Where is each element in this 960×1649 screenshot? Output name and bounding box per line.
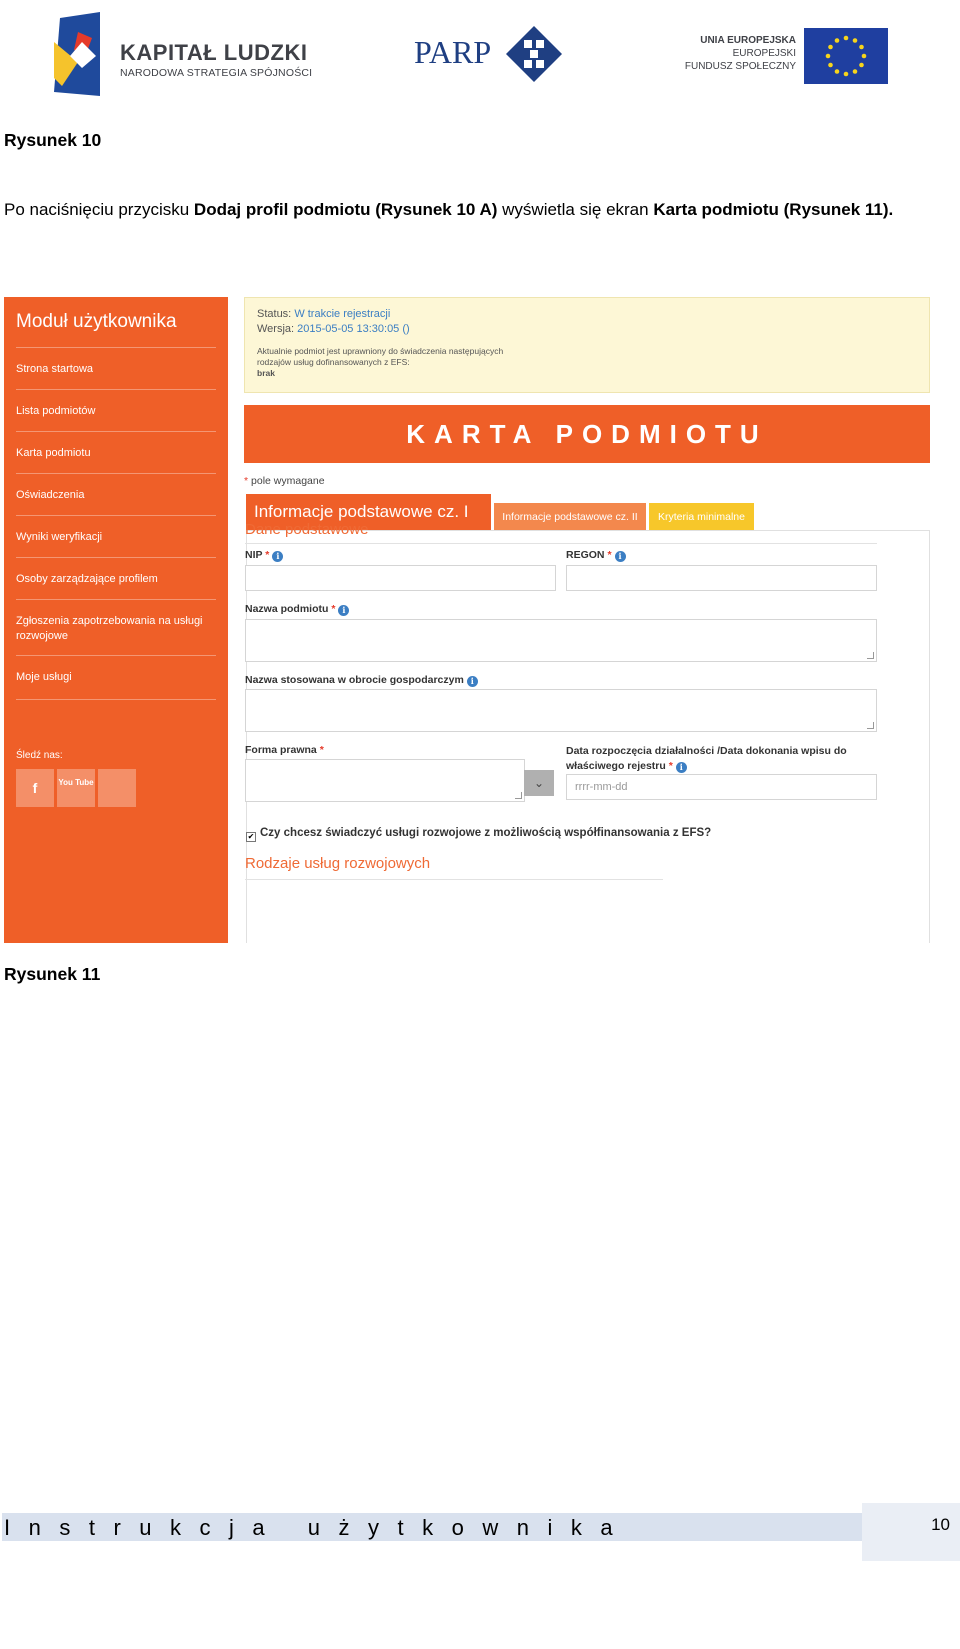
user-module-sidebar bbox=[4, 297, 228, 943]
required-star: * bbox=[607, 549, 612, 561]
sidebar-title: Moduł użytkownika bbox=[16, 311, 177, 332]
tab-minimum-criteria[interactable]: Kryteria minimalne bbox=[649, 503, 754, 531]
sidebar-item-verification-results[interactable] bbox=[16, 515, 216, 558]
required-star: * bbox=[265, 549, 270, 561]
trade-name-textarea[interactable] bbox=[245, 689, 877, 732]
info-icon[interactable]: i bbox=[272, 551, 283, 562]
youtube-icon[interactable]: You Tube bbox=[57, 769, 95, 807]
sidebar-divider bbox=[16, 699, 216, 701]
eu-line-1: UNIA EUROPEJSKA bbox=[700, 35, 796, 46]
start-date-label bbox=[566, 744, 847, 774]
kapital-ludzki-subtitle: NARODOWA STRATEGIA SPÓJNOŚCI bbox=[120, 67, 313, 79]
required-fields-note bbox=[244, 475, 325, 487]
sidebar-item-declarations[interactable] bbox=[16, 473, 216, 516]
required-note-text: pole wymagane bbox=[251, 475, 325, 487]
follow-us-label: Śledź nas: bbox=[16, 750, 63, 761]
status-line bbox=[257, 308, 390, 320]
section-divider bbox=[245, 543, 877, 544]
sidebar-item-label: Osoby zarządzające profilem bbox=[16, 573, 158, 585]
resize-handle-icon[interactable] bbox=[867, 652, 874, 659]
social-placeholder-icon[interactable] bbox=[98, 769, 136, 807]
status-value: W trakcie rejestracji bbox=[294, 308, 391, 320]
footer-text: Instrukcja użytkownika bbox=[4, 1515, 632, 1540]
info-icon[interactable]: i bbox=[338, 605, 349, 616]
status-box bbox=[244, 297, 930, 393]
parp-wordmark: PARP bbox=[414, 34, 492, 70]
info-icon[interactable]: i bbox=[615, 551, 626, 562]
tab-basic-info-part-2[interactable]: Informacje podstawowe cz. II bbox=[494, 503, 646, 531]
eu-flag-icon bbox=[804, 28, 888, 84]
resize-handle-icon[interactable] bbox=[867, 722, 874, 729]
eu-text bbox=[685, 34, 796, 73]
nip-label-text: NIP bbox=[245, 549, 263, 561]
regon-label-text: REGON bbox=[566, 549, 605, 561]
efs-checkbox[interactable]: ✔ bbox=[247, 832, 255, 841]
regon-input[interactable] bbox=[566, 565, 877, 591]
facebook-icon[interactable]: f bbox=[16, 769, 54, 807]
eligibility-note-text: Aktualnie podmiot jest uprawniony do świadczenia następujących rodzajów usług dofinansowanych z EFS: bbox=[257, 346, 504, 367]
page-title: KARTA PODMIOTU bbox=[244, 405, 930, 463]
kapital-ludzki-emblem-icon bbox=[52, 12, 104, 96]
sidebar-item-label: Wyniki weryfikacji bbox=[16, 531, 103, 543]
entity-name-textarea[interactable] bbox=[245, 619, 877, 662]
section-title-basic-data: Dane podstawowe bbox=[245, 521, 369, 538]
form-panel bbox=[246, 530, 930, 943]
version-line bbox=[257, 323, 410, 335]
tab-basic-info-part-1[interactable]: Informacje podstawowe cz. I bbox=[246, 494, 491, 530]
sidebar-item-label: Moje usługi bbox=[16, 671, 72, 683]
eu-line-3: FUNDUSZ SPOŁECZNY bbox=[684, 61, 796, 72]
caption-figure-11: Rysunek 11 bbox=[4, 964, 101, 984]
chevron-down-icon[interactable]: ⌄ bbox=[524, 770, 554, 796]
required-star: * bbox=[244, 475, 249, 487]
start-date-input[interactable]: rrrr-mm-dd bbox=[566, 774, 877, 800]
page-number: 10 bbox=[931, 1515, 950, 1534]
karta-podmiotu-screenshot bbox=[4, 297, 930, 943]
sidebar-item-demand-reports[interactable] bbox=[16, 599, 216, 656]
parp-logo bbox=[414, 26, 564, 82]
caption-figure-10: Rysunek 10 bbox=[4, 130, 102, 150]
sidebar-item-my-services[interactable] bbox=[16, 655, 216, 700]
paragraph-text-1: Po naciśnięciu przycisku bbox=[4, 200, 194, 219]
nip-label bbox=[245, 549, 283, 562]
required-star: * bbox=[331, 603, 336, 615]
entity-name-label-text: Nazwa podmiotu bbox=[245, 603, 329, 615]
trade-name-label bbox=[245, 674, 478, 687]
section-title-service-types: Rodzaje usług rozwojowych bbox=[245, 855, 431, 872]
version-label: Wersja: bbox=[257, 323, 295, 335]
sidebar-item-label: Karta podmiotu bbox=[16, 447, 91, 459]
efs-checkbox-label: Czy chcesz świadczyć usługi rozwojowe z możliwością współfinansowania z EFS? bbox=[260, 827, 712, 839]
kapital-ludzki-title: KAPITAŁ LUDZKI bbox=[120, 40, 308, 65]
version-value: 2015-05-05 13:30:05 () bbox=[297, 323, 410, 335]
required-star: * bbox=[319, 744, 324, 756]
required-star: * bbox=[668, 760, 673, 772]
legal-form-label-text: Forma prawna bbox=[245, 744, 317, 756]
sidebar-item-profile-managers[interactable] bbox=[16, 557, 216, 600]
sidebar-item-label: Lista podmiotów bbox=[16, 405, 96, 417]
kapital-ludzki-logo bbox=[52, 10, 312, 100]
paragraph-bold-1: Dodaj profil podmiotu (Rysunek 10 A) bbox=[193, 200, 498, 219]
sidebar-item-entity-card[interactable] bbox=[16, 431, 216, 474]
status-label: Status: bbox=[257, 308, 292, 320]
legal-form-label bbox=[245, 744, 324, 756]
paragraph-text-2: wyświetla się ekran bbox=[497, 200, 654, 219]
info-icon[interactable]: i bbox=[676, 762, 687, 773]
resize-handle-icon[interactable] bbox=[515, 792, 522, 799]
start-date-label-line-2: właściwego rejestru bbox=[566, 760, 666, 772]
sidebar-item-label: Oświadczenia bbox=[16, 489, 85, 501]
paragraph-bold-2: Karta podmiotu (Rysunek 11). bbox=[653, 200, 894, 219]
eligibility-note bbox=[257, 346, 517, 379]
parp-emblem-icon bbox=[506, 26, 562, 82]
sidebar-item-label: Strona startowa bbox=[16, 363, 94, 375]
regon-label bbox=[566, 549, 626, 562]
nip-input[interactable] bbox=[245, 565, 556, 591]
eu-line-2: EUROPEJSKI bbox=[732, 48, 796, 59]
sidebar-item-entities-list[interactable] bbox=[16, 389, 216, 432]
info-icon[interactable]: i bbox=[467, 676, 478, 687]
legal-form-select[interactable] bbox=[245, 759, 525, 802]
body-paragraph bbox=[4, 198, 954, 221]
sidebar-item-home[interactable] bbox=[16, 347, 216, 390]
eu-logo bbox=[684, 26, 888, 86]
sidebar-item-label: Zgłoszenia zapotrzebowania na usługi rozwojowe bbox=[16, 615, 203, 642]
section-divider bbox=[245, 879, 663, 880]
page-number-box bbox=[862, 1503, 960, 1561]
start-date-label-line-1: Data rozpoczęcia działalności /Data dokonania wpisu do bbox=[566, 745, 847, 757]
eligibility-note-value: brak bbox=[257, 368, 275, 378]
entity-name-label bbox=[245, 603, 349, 616]
trade-name-label-text: Nazwa stosowana w obrocie gospodarczym bbox=[245, 674, 464, 686]
